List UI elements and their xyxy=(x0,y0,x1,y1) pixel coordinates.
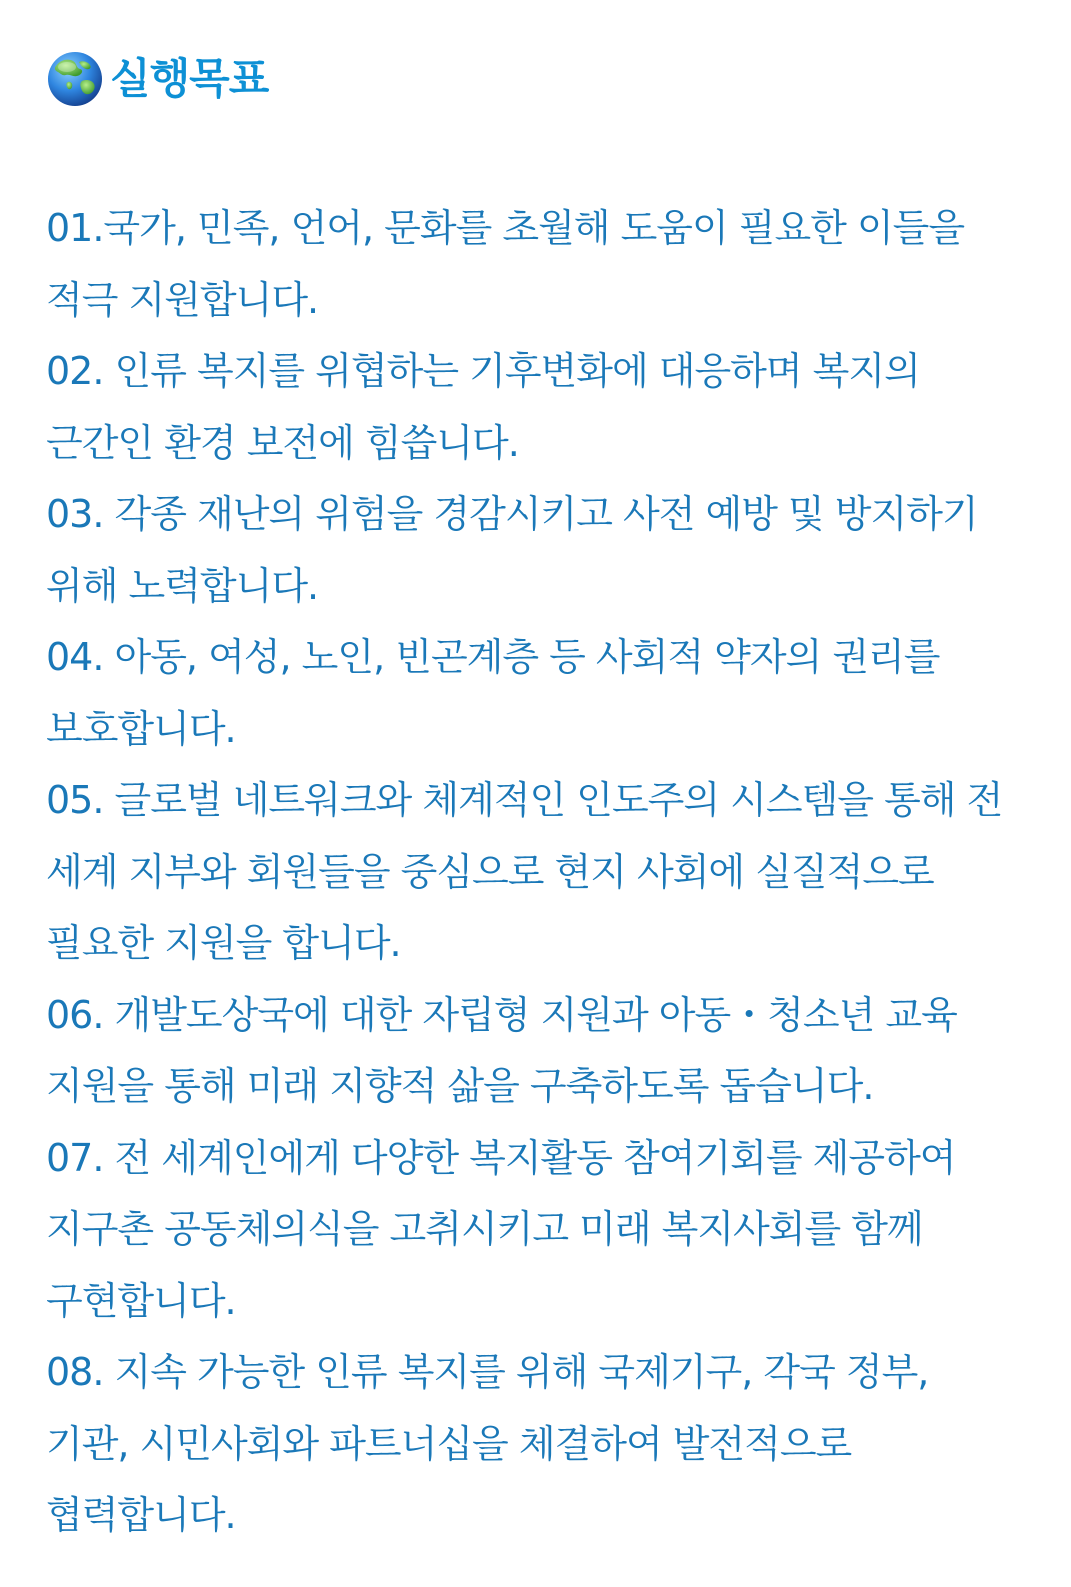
goal-item-04: 04. 아동, 여성, 노인, 빈곤계층 등 사회적 약자의 권리를 보호합니다. xyxy=(46,635,940,751)
goal-item-01: 01.국가, 민족, 언어, 문화를 초월해 도움이 필요한 이들을 적극 지원합니다. xyxy=(46,206,965,322)
page-title: 실행목표 xyxy=(110,54,269,103)
goal-item-03: 03. 각종 재난의 위험을 경감시키고 사전 예방 및 방지하기 위해 노력합니다. xyxy=(46,492,978,608)
section-header xyxy=(46,48,268,110)
goal-item-06: 06. 개발도상국에 대한 자립형 지원과 아동・청소년 교육 지원을 통해 미래 지향적 삶을 구축하도록 돕습니다. xyxy=(46,992,957,1108)
goal-list xyxy=(46,193,1021,1552)
goal-item-05: 05. 글로벌 네트워크와 체계적인 인도주의 시스템을 통해 전 세계 지부와 회원들을 중심으로 현지 사회에 실질적으로 필요한 지원을 합니다. xyxy=(46,778,1003,965)
goal-item-02: 02. 인류 복지를 위협하는 기후변화에 대응하며 복지의 근간인 환경 보전에 힘씁니다. xyxy=(46,349,920,465)
goal-item-08: 08. 지속 가능한 인류 복지를 위해 국제기구, 각국 정부, 기관, 시민사회와 파트너십을 체결하여 발전적으로 협력합니다. xyxy=(46,1350,929,1537)
goal-item-07: 07. 전 세계인에게 다양한 복지활동 참여기회를 제공하여 지구촌 공동체의식을 고취시키고 미래 복지사회를 함께 구현합니다. xyxy=(46,1135,956,1323)
globe-icon xyxy=(46,50,104,108)
